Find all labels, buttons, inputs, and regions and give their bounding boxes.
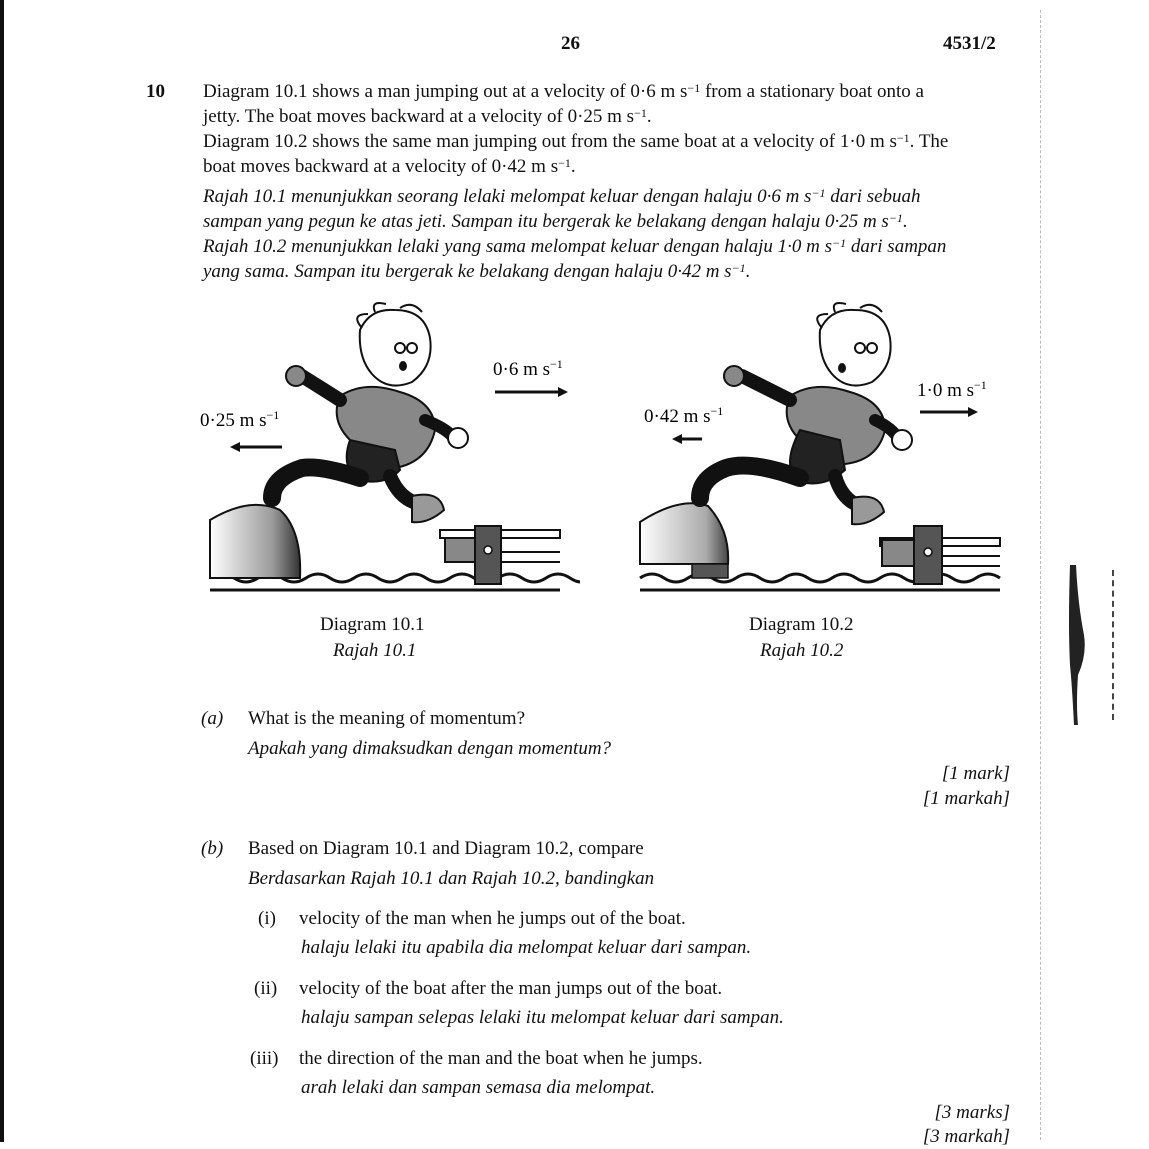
- scan-mark-dashes: [1112, 570, 1114, 720]
- stem-ms-line-1: Rajah 10.1 menunjukkan seorang lelaki melompat keluar dengan halaju 0·6 m $s^{-1}$ dari sebuah: [203, 186, 921, 207]
- man-velocity-label: 0·6 m $s^{-1}$: [493, 357, 563, 380]
- page-number: 26: [561, 33, 580, 54]
- part-b-question-ms: Berdasarkan Rajah 10.1 dan Rajah 10.2, bandingkan: [248, 868, 655, 889]
- part-b-ii-ms: halaju sampan selepas lelaki itu melompat keluar dari sampan.: [301, 1007, 784, 1028]
- part-b-ii-number: (ii): [254, 978, 278, 999]
- margin-line: [1040, 10, 1041, 1140]
- caption-diagram-10-1: Diagram 10.1: [320, 614, 425, 635]
- part-b-iii-number: (iii): [250, 1048, 279, 1069]
- part-b-iii-ms: arah lelaki dan sampan semasa dia melompat.: [301, 1077, 656, 1098]
- caption-rajah-10-1: Rajah 10.1: [333, 640, 417, 661]
- stem-en-line-4: boat moves backward at a velocity of 0·42 m $s^{-1}$.: [203, 156, 576, 177]
- part-a-question-ms: Apakah yang dimaksudkan dengan momentum?: [248, 738, 612, 759]
- stem-en-line-2: jetty. The boat moves backward at a velocity of 0·25 m $s^{-1}$.: [203, 106, 652, 127]
- man-jumping: [272, 303, 468, 522]
- stem-en-line-3: Diagram 10.2 shows the same man jumping out from the same boat at a velocity of 1·0 m $s^{-1}$. The: [203, 131, 949, 152]
- part-b-i-ms: halaju lelaki itu apabila dia melompat keluar dari sampan.: [301, 937, 752, 958]
- boat: [640, 503, 728, 564]
- question-number: 10: [146, 81, 165, 102]
- part-b-i-en: velocity of the man when he jumps out of the boat.: [299, 908, 686, 929]
- part-b-label: (b): [201, 838, 224, 859]
- part-b-iii-en: the direction of the man and the boat when he jumps.: [299, 1048, 703, 1069]
- diagram-10-2: [630, 300, 1010, 610]
- part-b-question-en: Based on Diagram 10.1 and Diagram 10.2, compare: [248, 838, 644, 859]
- caption-diagram-10-2: Diagram 10.2: [749, 614, 854, 635]
- caption-rajah-10-2: Rajah 10.2: [760, 640, 844, 661]
- scan-mark-blob: [1066, 565, 1088, 725]
- part-a-mark-en: [1 mark]: [941, 763, 1010, 784]
- part-b-mark-ms: [3 markah]: [922, 1126, 1010, 1147]
- boat-velocity-label: 0·25 m $s^{-1}$: [200, 408, 280, 431]
- stem-ms-line-3: Rajah 10.2 menunjukkan lelaki yang sama melompat keluar dengan halaju 1·0 m $s^{-1}$ dari sampan: [203, 236, 947, 257]
- man-velocity-label: 1·0 m $s^{-1}$: [917, 378, 987, 401]
- part-b-ii-en: velocity of the boat after the man jumps out of the boat.: [299, 978, 723, 999]
- part-b-i-number: (i): [258, 908, 276, 929]
- part-a-question-en: What is the meaning of momentum?: [248, 708, 526, 729]
- stem-ms-line-4: yang sama. Sampan itu bergerak ke belakang dengan halaju 0·42 m $s^{-1}$.: [203, 261, 751, 282]
- boat-velocity-label: 0·42 m $s^{-1}$: [644, 404, 724, 427]
- diagram-10-1: [190, 300, 580, 610]
- paper-code: 4531/2: [943, 33, 996, 54]
- stem-en-line-1: Diagram 10.1 shows a man jumping out at a velocity of 0·6 m $s^{-1}$ from a stationary boat onto a: [203, 81, 924, 102]
- part-a-mark-ms: [1 markah]: [922, 788, 1010, 809]
- scan-left-edge: [0, 0, 4, 1142]
- part-b-mark-en: [3 marks]: [934, 1102, 1010, 1123]
- part-a-label: (a): [201, 708, 224, 729]
- stem-ms-line-2: sampan yang pegun ke atas jeti. Sampan itu bergerak ke belakang dengan halaju 0·25 m $s^{-1}$.: [203, 211, 908, 232]
- man-jumping: [700, 303, 912, 524]
- boat: [210, 505, 300, 578]
